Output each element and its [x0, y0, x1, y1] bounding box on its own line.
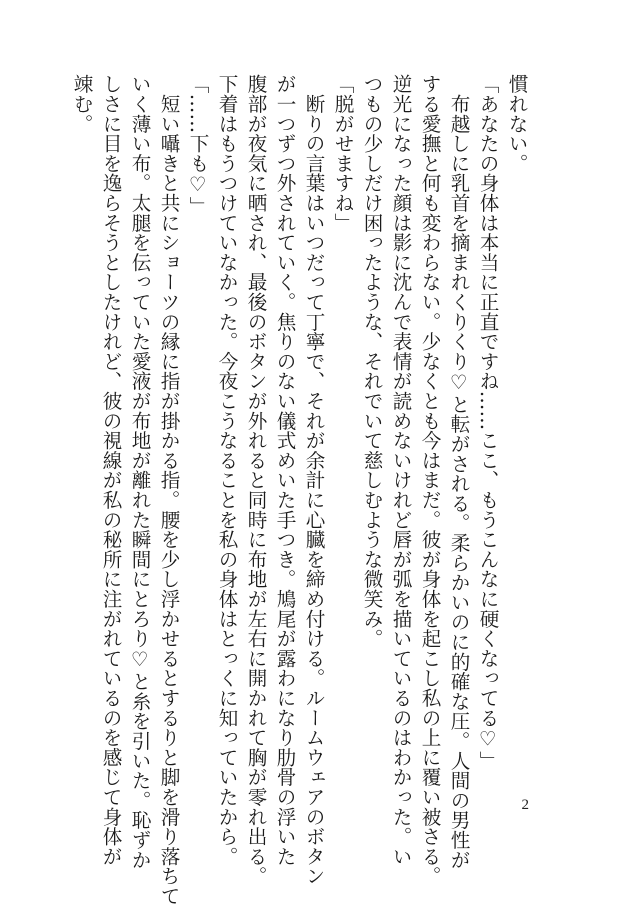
- text-line: 逆光になった顔は影に沈んで表情が読めないけれど唇が弧を描いているのはわかった。い: [389, 74, 412, 866]
- text-line: 慣れない。: [505, 74, 528, 173]
- text-line: つもの少しだけ困ったような、それでいて慈しむような微笑み。: [360, 74, 383, 649]
- text-line: 「……下も♡」: [186, 74, 209, 216]
- text-line: が一つずつ外されていく。焦りのない儀式めいた手つき。鳩尾が露わになり肋骨の浮いた: [273, 74, 296, 866]
- text-line: 下着はもうつけていなかった。今夜こうなることを私の身体はとっくに知っていたから。: [215, 74, 238, 866]
- text-line: 竦む。: [70, 74, 93, 134]
- text-line: 布越しに乳首を摘まれくりくり♡と転がされる。柔らかいのに的確な圧。人間の男性が: [447, 74, 470, 870]
- text-line: 「あなたの身体は本当に正直ですね……ここ、もうこんなに硬くなってる♡」: [476, 74, 499, 771]
- vertical-text-body: [67, 74, 531, 906]
- text-line: しさに目を逸らそうとしたけれど、彼の視線が私の秘所に注がれているのを感じて身体が: [99, 74, 122, 866]
- text-line: 「脱がせますね」: [331, 74, 354, 233]
- text-line: 断りの言葉はいつだって丁寧で、それが余計に心臓を締め付ける。ルームウェアのボタン: [302, 74, 325, 886]
- text-line: いく薄い布。太腿を伝っていた愛液が布地が離れた瞬間にとろり♡と糸を引いた。恥ずか: [128, 74, 151, 870]
- text-line: 短い囁きと共にショーツの縁に指が掛かる指。腰を少し浮かせるとするりと脚を滑り落ちて: [157, 74, 180, 906]
- text-line: 腹部が夜気に晒され、最後のボタンが外れると同時に布地が左右に開かれて胸が零れ出る。: [244, 74, 267, 886]
- page-number: 2: [521, 797, 529, 813]
- text-line: する愛撫と何も変わらない。少なくとも今はまだ。彼が身体を起こし私の上に覆い被さる。: [418, 74, 441, 886]
